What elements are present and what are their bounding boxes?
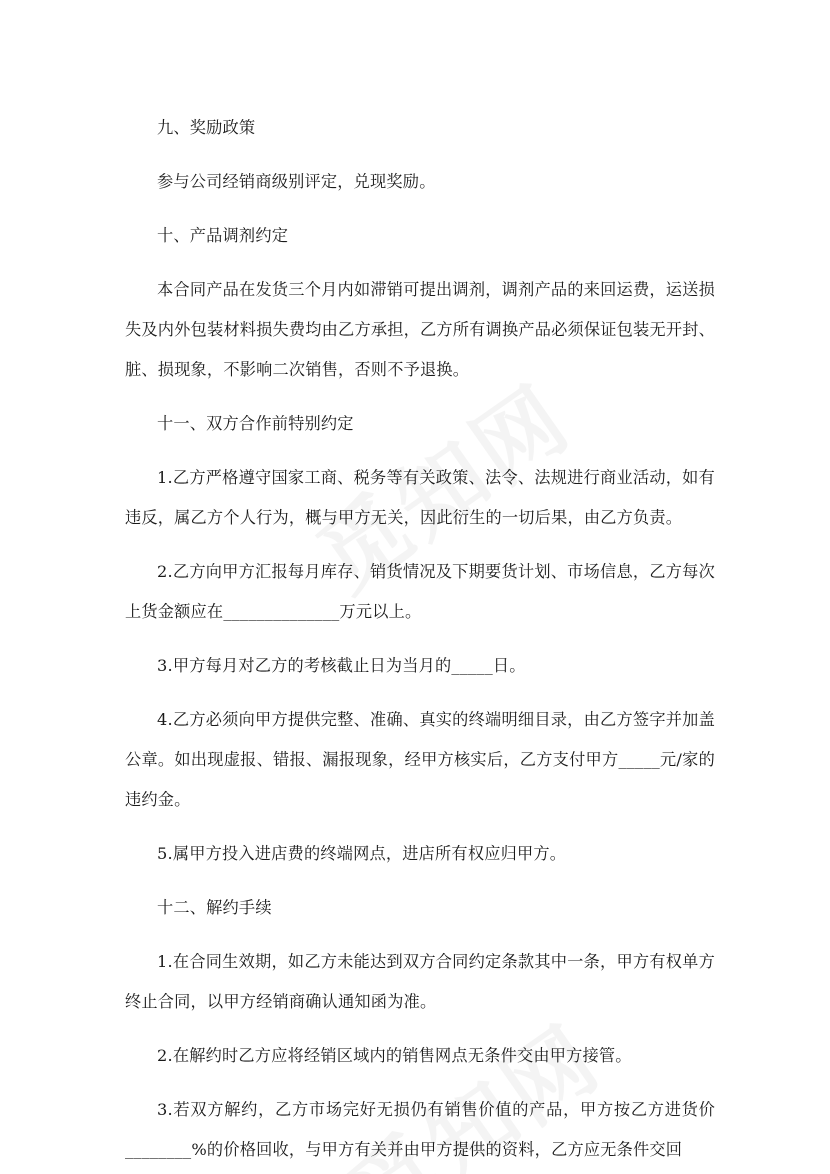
section-heading: 十一、双方合作前特别约定 — [157, 414, 354, 433]
paragraph: 参与公司经销商级别评定，兑现奖励。 — [157, 172, 436, 191]
paragraph: 3.若双方解约，乙方市场完好无损仍有销售价值的产品，甲方按乙方进货价________%的价格回收，与甲方有关并由甲方提供的资料，乙方应无条件交回 — [125, 1100, 715, 1159]
paragraph: 2.在解约时乙方应将经销区域内的销售网点无条件交由甲方接管。 — [157, 1046, 632, 1065]
section-heading: 九、奖励政策 — [157, 118, 256, 137]
paragraph: 本合同产品在发货三个月内如滞销可提出调剂，调剂产品的来回运费，运送损失及内外包装材料损失费均由乙方承担，乙方所有调换产品必须保证包装无开封、脏、损现象，不影响二次销售，否则不予退换。 — [125, 280, 715, 379]
paragraph: 2.乙方向甲方汇报每月库存、销货情况及下期要货计划、市场信息，乙方每次上货金额应在______________万元以上。 — [125, 562, 715, 621]
document-body — [125, 108, 715, 1174]
section-heading: 十、产品调剂约定 — [157, 226, 289, 245]
paragraph: 4.乙方必须向甲方提供完整、准确、真实的终端明细目录，由乙方签字并加盖公章。如出现虚报、错报、漏报现象，经甲方核实后，乙方支付甲方_____元/家的违约金。 — [125, 710, 715, 809]
paragraph: 1.乙方严格遵守国家工商、税务等有关政策、法令、法规进行商业活动，如有违反，属乙方个人行为，概与甲方无关，因此衍生的一切后果，由乙方负责。 — [125, 468, 715, 527]
paragraph: 1.在合同生效期，如乙方未能达到双方合同约定条款其中一条，甲方有权单方终止合同，以甲方经销商确认通知函为准。 — [125, 952, 715, 1011]
paragraph: 5.属甲方投入进店费的终端网点，进店所有权应归甲方。 — [157, 844, 567, 863]
paragraph: 3.甲方每月对乙方的考核截止日为当月的_____日。 — [157, 656, 526, 675]
section-heading: 十二、解约手续 — [157, 898, 272, 917]
